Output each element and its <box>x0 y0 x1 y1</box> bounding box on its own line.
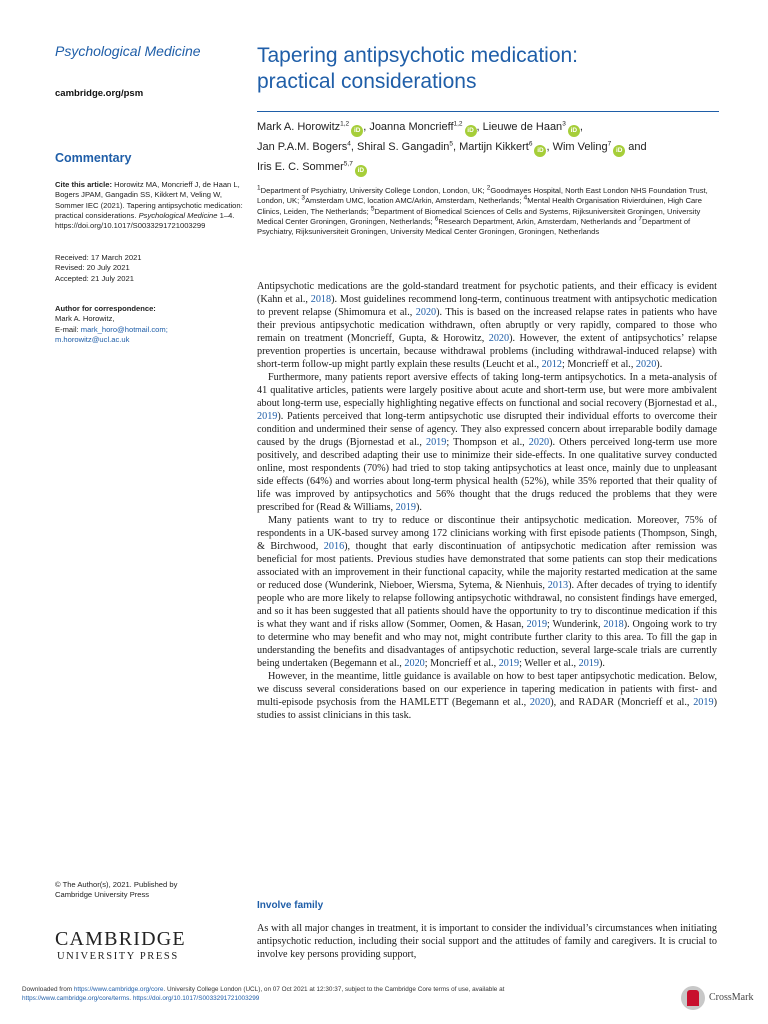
citation-link[interactable]: 2020 <box>488 333 510 344</box>
footer-link-core[interactable]: https://www.cambridge.org/core <box>73 986 164 993</box>
crossmark-badge[interactable] <box>681 986 757 1012</box>
title-divider <box>257 111 719 112</box>
article-type: Commentary <box>55 151 132 165</box>
citation-link[interactable]: 2019 <box>693 697 714 708</box>
citation-link[interactable]: 2013 <box>547 580 569 591</box>
citation-link[interactable]: 2020 <box>635 359 657 370</box>
publisher-logo-main: CAMBRIDGE <box>55 928 186 950</box>
publisher-logo-sub: UNIVERSITY PRESS <box>57 951 179 962</box>
crossmark-label: CrossMark <box>709 992 754 1003</box>
author-name[interactable]: Lieuwe de Haan <box>482 121 563 133</box>
orcid-icon[interactable]: iD <box>534 145 546 157</box>
author-name[interactable]: Iris E. C. Sommer <box>257 161 344 173</box>
correspondence-block <box>55 304 245 345</box>
citation-link[interactable]: 2020 <box>529 697 551 708</box>
correspondence-name: Mark A. Horowitz, <box>55 314 115 324</box>
author-list: Mark A. Horowitz$^{1,2}$iD , Joanna Moncrieff$^{1,2}$iD , Lieuwe de Haan$^3$iD , Jan P.A.M. Bogers$^4$, Shiral S. Gangadin$^5$, Martijn Kikkert$^6$iD , Wim Veling$^7$iD and Iris E. C. Sommer$^{5,7}$iD <box>257 117 719 177</box>
date-accepted: Accepted: 21 July 2021 <box>55 273 134 283</box>
title-line-2: practical considerations <box>257 70 477 93</box>
citation-link[interactable]: 2019 <box>395 502 416 513</box>
citation-link[interactable]: 2018 <box>310 294 332 305</box>
citation-link[interactable]: 2012 <box>541 359 562 370</box>
orcid-icon[interactable]: iD <box>568 125 580 137</box>
orcid-icon[interactable]: iD <box>351 125 363 137</box>
dates-block <box>55 253 245 284</box>
author-name[interactable]: Mark A. Horowitz <box>257 121 341 133</box>
citation-link[interactable]: 2019 <box>257 411 278 422</box>
date-revised: Revised: 20 July 2021 <box>55 263 130 273</box>
cite-journal: Psychological Medicine <box>138 210 218 220</box>
orcid-icon[interactable]: iD <box>355 165 367 177</box>
citation-link[interactable]: 2016 <box>323 541 345 552</box>
email-link-2[interactable]: m.horowitz@ucl.ac.uk <box>55 334 130 344</box>
citation-link[interactable]: 2020 <box>528 437 550 448</box>
section-heading: Involve family <box>257 900 324 911</box>
cite-pages: 1–4. <box>217 210 235 220</box>
citation-link[interactable]: 2019 <box>498 658 520 669</box>
article-body <box>257 280 717 722</box>
paragraph-3: Many patients want to try to reduce or discontinue their antipsychotic medication. Moreover, 75% of respondents in a UK-based survey among 172 clinicians working with first episode patients (Thompson, Singh, & Birchwood, 2016), thought that early discontinuation of antipsychotic medication after remission was beneficial for most patients. Previous studies have demonstrated that some patients can stop their medications associated with an improvement in their functional capacity, while the majority restarted medication at the same or reduced dose (Wunderink, Nieboer, Wiersma, Sytema, & Nienhuis, 2013). After decades of trying to identify people who are more likely to relapse following antipsychotic withdrawal, no consistent findings have emerged, and so it has been suggested that all patients should have the opportunity to try to discontinue medication if this is what they want and if risks allow (Sommer, Oomen, & Hasan, 2019; Wunderink, 2018). Ongoing work to try to determine who may benefit and who may not, might contribute further clarity to this area. To fill the gap in understanding the benefits and disadvantages of antipsychotic reduction, several large-scale trials are currently being undertaken (Begemann et al., 2020; Moncrieff et al., 2019; Weller et al., 2019). <box>257 515 717 669</box>
download-footer: Downloaded from https://www.cambridge.org/core. University College London (UCL), on 07 Oct 2021 at 12:30:37, subject to the Cambridge Core terms of use, available at https://www.cambridge.org/core/terms. https://doi.org/10.1017/S0033291721003299 <box>22 986 505 1002</box>
affiliations: $^1$Department of Psychiatry, University College London, London, UK; $^2$Goodmayes Hospital, North East London NHS Foundation Trust, London, UK; $^3$Amsterdam UMC, location AMC/Arkin, Amsterdam, Netherlands; $^4$Mental Health Organisation Rivierduinen, High Care Clinics, Leiden, The Netherlands; $^5$Department of Biomedical Sciences of Cells and Systems, Rijksuniversiteit Groningen, University Medical Center Groningen, Groningen, Netherlands; $^6$Research Department, Arkin, Amsterdam, Netherlands and $^7$Department of Psychiatry, Rijksuniversiteit Groningen, University Medical Center Groningen, Groningen, Netherlands <box>257 184 708 237</box>
citation-block <box>55 180 245 231</box>
email-link-1[interactable]: mark_horo@hotmail.com; <box>80 324 168 334</box>
orcid-icon[interactable]: iD <box>465 125 477 137</box>
orcid-icon[interactable]: iD <box>613 145 625 157</box>
author-name[interactable]: Joanna Moncrieff <box>369 121 454 133</box>
citation-link[interactable]: 2019 <box>425 437 447 448</box>
crossmark-icon <box>681 986 705 1010</box>
copyright-block <box>55 880 245 901</box>
cite-doi[interactable]: https://doi.org/10.1017/S0033291721003299 <box>55 221 206 231</box>
footer-link-terms[interactable]: https://www.cambridge.org/core/terms <box>22 995 130 1002</box>
author-name[interactable]: Jan P.A.M. Bogers <box>257 141 348 153</box>
correspondence-label: Author for correspondence: <box>55 304 156 313</box>
cite-label: Cite this article: <box>55 180 112 189</box>
citation-link[interactable]: 2020 <box>415 307 437 318</box>
citation-link[interactable]: 2019 <box>526 619 548 630</box>
email-label: E-mail: <box>55 324 81 334</box>
article-title <box>257 43 727 95</box>
copyright-line-1: © The Author(s), 2021. Published by <box>55 880 178 889</box>
title-line-1: Tapering antipsychotic medication: <box>257 44 579 67</box>
journal-site[interactable]: cambridge.org/psm <box>55 88 144 99</box>
journal-name: Psychological Medicine <box>55 43 201 59</box>
paragraph-4: However, in the meantime, little guidance is available on how to best taper antipsychotic medication. Below, we discuss several considerations based on our experience in tapering medication in patients with first- and multi-episode psychosis from the HAMLETT (Begemann et al., 2020), and RADAR (Moncrieff et al., 2019) studies to assist clinicians in this task. <box>257 671 717 721</box>
author-name[interactable]: Shiral S. Gangadin <box>357 141 450 153</box>
article-body-continued <box>257 922 717 961</box>
date-received: Received: 17 March 2021 <box>55 253 142 262</box>
author-name[interactable]: Martijn Kikkert <box>459 141 529 153</box>
copyright-line-2: Cambridge University Press <box>55 890 150 900</box>
paragraph-5: As with all major changes in treatment, it is important to consider the individual’s circumstances when initiating antipsychotic reduction, including their social support and the attitudes of family and caregivers. It is crucial to involve key persons providing support, <box>257 923 717 960</box>
citation-link[interactable]: 2019 <box>578 658 599 669</box>
citation-link[interactable]: 2018 <box>603 619 624 630</box>
footer-link-doi[interactable]: https://doi.org/10.1017/S0033291721003299 <box>132 995 260 1002</box>
paragraph-2: Furthermore, many patients report aversive effects of taking long-term antipsychotics. In a meta-analysis of 41 qualitative articles, patients were largely positive about acute and short-term use, but were more ambivalent about long-term use, especially highlighting negative effects on functional and social recovery (Bjornestad et al., 2019). Patients perceived that long-term antipsychotic use disrupted their individual efforts to overcome their condition and undermined their sense of agency. They also expressed concern about irreparable bodily damage caused by the drugs (Bjornestad et al., 2019; Thompson et al., 2020). Others perceived long-term use more positively, and described adapting their use to minimize their side-effects. In one qualitative survey conducted online, most respondents (70%) had tried to stop taking antipsychotics at least once, mainly due to unpleasant side effects (64%) and worries about long-term physical health (52%), while 35% reported that their quality of life was improved by antipsychotics and 56% thought that the drugs reduced the problems that they were prescribed for (Read & Williams, 2019). <box>257 372 717 513</box>
paragraph-1: Antipsychotic medications are the gold-standard treatment for psychotic patients, and their efficacy is evident (Kahn et al., 2018). Most guidelines recommend long-term, continuous treatment with antipsychotic medication to prevent relapse (Shimomura et al., 2020). This is based on the increased relapse rates in patients who have their previous antipsychotic medication withdrawn, often abruptly or very rapidly, compared to those who remain on treatment (Moncrieff, Gupta, & Horowitz, 2020). However, the extent of antipsychotics’ relapse prevention properties is uncertain, because withdrawal problems (including withdrawal-induced relapse) with short-term follow-up might partly explain these results (Leucht et al., 2012; Moncrieff et al., 2020). <box>257 281 717 370</box>
author-name[interactable]: Wim Veling <box>552 141 608 153</box>
cite-text: Horowitz MA, Moncrieff J, de Haan L, Bogers JPAM, Gangadin SS, Kikkert M, Veling W, Sommer IEC (2021). Tapering antipsychotic medication: practical considerations. <box>55 180 243 220</box>
citation-link[interactable]: 2020 <box>404 658 425 669</box>
